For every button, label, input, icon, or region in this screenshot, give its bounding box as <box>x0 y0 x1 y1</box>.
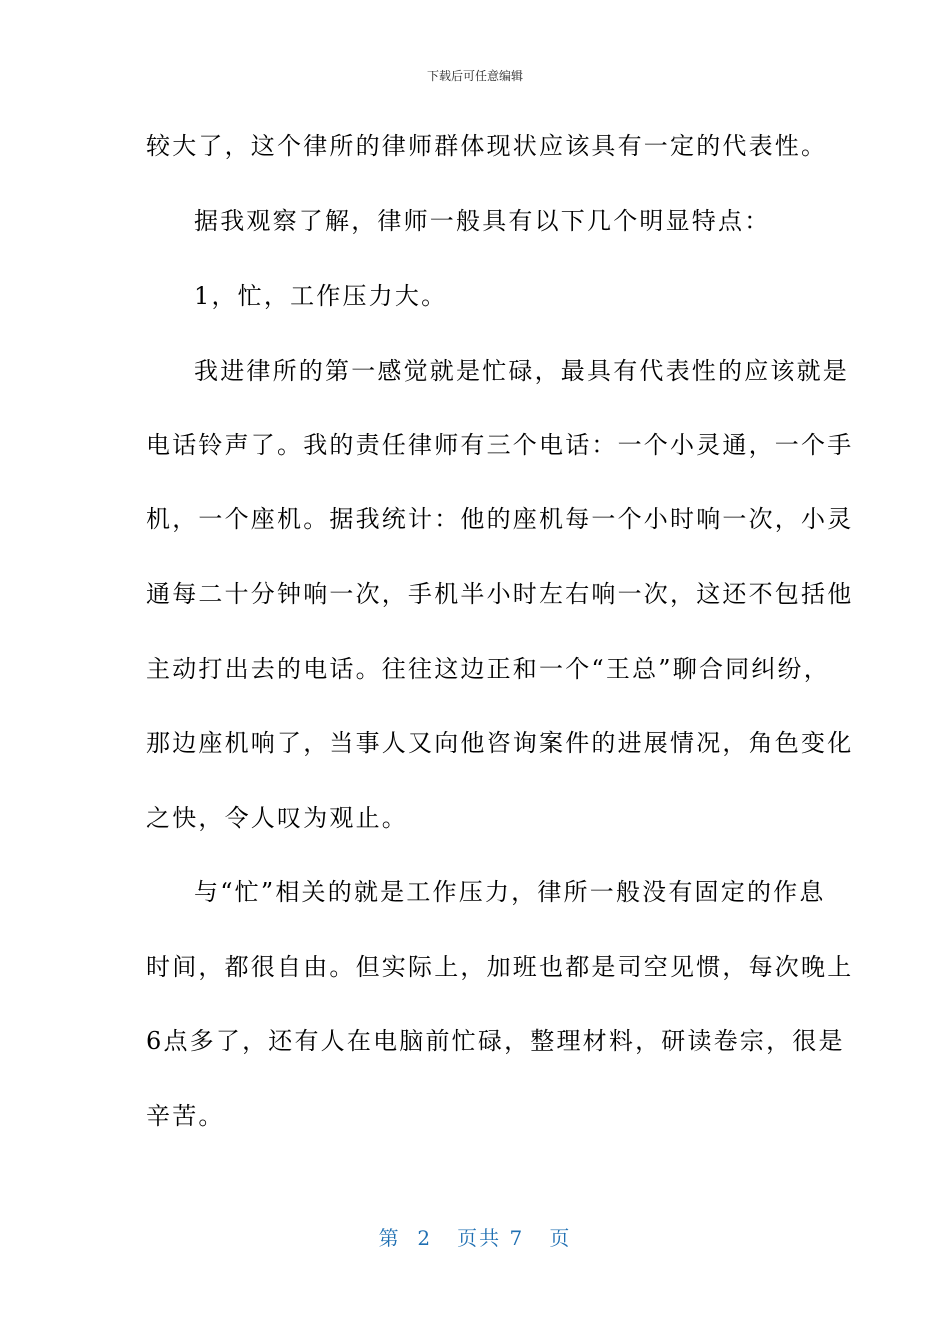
body-line-3: 1，忙，工作压力大。 <box>194 282 448 310</box>
body-line-13: 6点多了，还有人在电脑前忙碌，整理材料，研读卷宗，很是 <box>146 1027 845 1055</box>
body-line-4: 我进律所的第一感觉就是忙碌，最具有代表性的应该就是 <box>194 357 849 385</box>
body-line-6: 机，一个座机。据我统计：他的座机每一个小时响一次，小灵 <box>146 505 854 533</box>
body-line-2: 据我观察了解，律师一般具有以下几个明显特点： <box>194 207 771 235</box>
body-line-12: 时间，都很自由。但实际上，加班也都是司空见惯，每次晚上 <box>146 953 854 981</box>
body-line-11: 与“忙”相关的就是工作压力，律所一般没有固定的作息 <box>194 878 826 906</box>
body-line-8: 主动打出去的电话。往往这边正和一个“王总”聊合同纠纷， <box>146 655 830 683</box>
body-line-5: 电话铃声了。我的责任律师有三个电话：一个小灵通，一个手 <box>146 431 854 459</box>
page-header: 下载后可任意编辑 <box>426 69 523 83</box>
body-line-9: 那边座机响了，当事人又向他咨询案件的进展情况，角色变化 <box>146 729 854 757</box>
body-line-1: 较大了，这个律所的律师群体现状应该具有一定的代表性。 <box>146 132 828 160</box>
body-line-10: 之快，令人叹为观止。 <box>146 804 408 832</box>
body-line-7: 通每二十分钟响一次，手机半小时左右响一次，这还不包括他 <box>146 580 854 608</box>
page-footer: 第 2 页共 7 页 <box>378 1226 572 1250</box>
body-line-14: 辛苦。 <box>146 1102 225 1130</box>
